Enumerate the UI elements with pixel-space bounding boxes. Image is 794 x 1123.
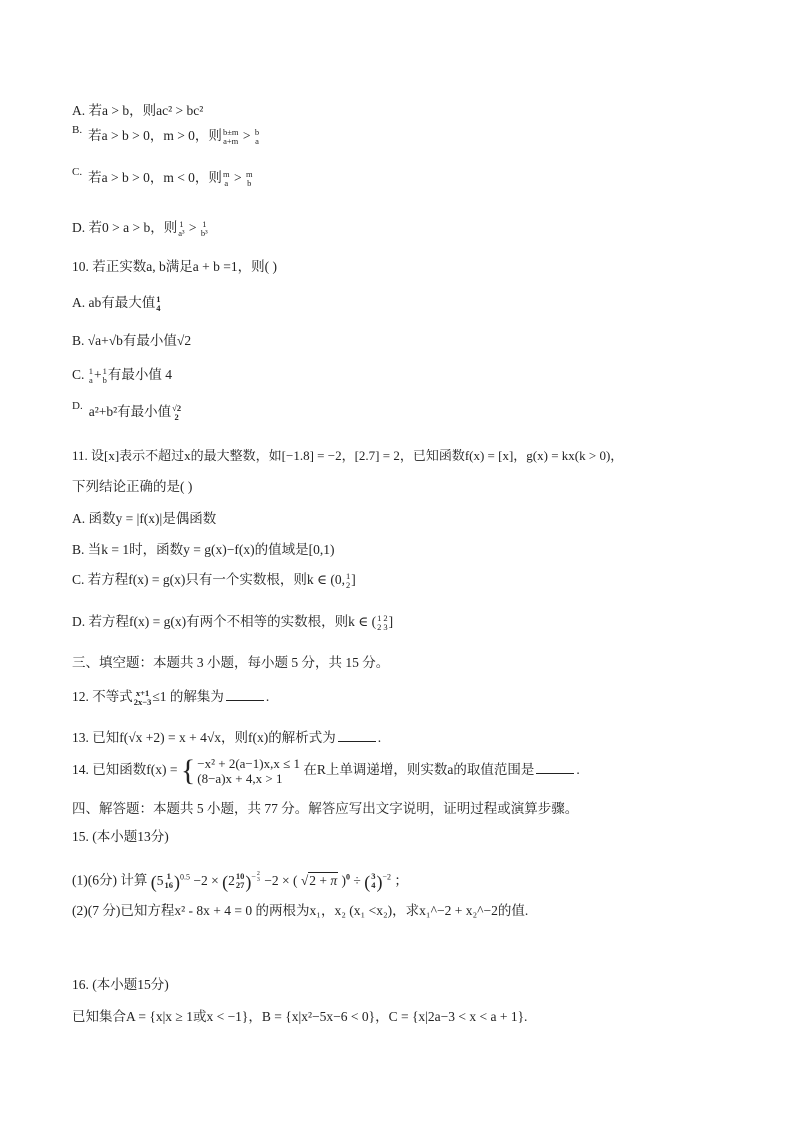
frac-den: a	[255, 136, 259, 146]
q12	[72, 689, 269, 707]
frac-num: 1	[156, 294, 161, 304]
q10-option-c-frac1: 1 a	[88, 366, 94, 385]
answer-blank	[536, 763, 574, 774]
q9-option-d-fraction	[178, 220, 184, 238]
q10-option-d	[72, 400, 182, 422]
q9-option-c-text: 若a > b > 0，m < 0，则	[88, 170, 222, 186]
q10-option-c-label: C.	[72, 367, 85, 383]
answer-blank	[226, 690, 264, 701]
q9-option-a: A. 若a > b，则ac² > bc²	[72, 103, 204, 118]
q11-option-b: B. 当k = 1时，函数y = g(x)−f(x)的值域是[0,1)	[72, 542, 335, 557]
frac-den: b	[247, 178, 252, 188]
frac-num: b	[254, 127, 260, 137]
q9-option-b-fraction	[223, 128, 239, 146]
frac-den: a	[224, 178, 229, 188]
q11-stem: 11. 设[x]表示不超过x的最大整数，如[−1.8] = −2，[2.7] = 2，已知函数f(x) = [x]，g(x) = kx(k > 0)，	[72, 448, 624, 463]
frac-den: 2	[174, 412, 179, 422]
frac-num: m	[222, 169, 230, 179]
q15-part-2: (2)(7 分)已知方程x² - 8x + 4 = 0 的两根为x₁，x₂ (x₁ <x₂)，求x₁^−2 + x₂^−2的值.	[72, 903, 529, 918]
q9-option-c: $^{C.}$ 若a > b > 0，m < 0，则 m a > m b	[72, 166, 253, 188]
q16-title: 16. (本小题15分)	[72, 977, 169, 992]
q11-option-d	[72, 614, 393, 632]
piecewise-brace: {	[180, 753, 196, 787]
q14-case-2: (8−a)x + 4,x > 1	[197, 770, 283, 786]
frac-den: 2	[345, 580, 351, 590]
q15-part-1	[72, 862, 408, 896]
frac-den: a+m	[223, 136, 239, 146]
q12-prefix: 12. 不等式	[72, 689, 133, 705]
frac-den: 2	[377, 622, 382, 632]
q13	[72, 730, 381, 746]
q11-option-d-frac1	[377, 614, 381, 632]
frac-num: √2	[172, 403, 182, 413]
q12-suffix: ≤1 的解集为	[152, 689, 224, 705]
q12-end: .	[265, 689, 270, 705]
q15-part-1-expression: (5 1 16 )$^{0.5}$ −2 × (2 10 27 )$^{- 2 3}$ −2 × ( √2 + π )$^0$ ÷ ( 3 4 )$^{-2}$ ；	[150, 871, 408, 892]
q9-option-c-fraction	[223, 170, 230, 188]
q10-option-c: C. 1 a + 1 b 有最小值 4	[72, 366, 173, 385]
q15-title: 15. (本小题13分)	[72, 829, 169, 844]
q10-option-d-label: D.	[72, 400, 83, 413]
q11-option-c-text: C. 若方程f(x) = g(x)只有一个实数根，则k ∈ (0,	[72, 572, 345, 588]
q14-piecewise	[197, 756, 300, 786]
frac-num: m	[245, 169, 253, 179]
q9-option-b: $^{B.}$ 若a > b > 0，m > 0，则 b±m a+m > b a	[72, 124, 260, 146]
q9-option-c-label: C.	[72, 166, 83, 179]
q11-option-c	[72, 572, 356, 590]
q9-option-b-rhs	[255, 128, 259, 146]
q9-option-d: D. 若0 > a > b，则 1 a³ > 1 b³	[72, 219, 208, 238]
q10-option-c-text: 有最小值 4	[107, 367, 173, 383]
frac-den: 4	[156, 303, 161, 313]
q10-stem: 10. 若正实数a, b满足a + b =1，则( )	[72, 259, 277, 274]
q14-suffix: 在R上单调递增，则实数a的取值范围是	[303, 762, 535, 777]
q11-option-c-fraction	[346, 572, 350, 590]
q10-option-b: B. √a+√b有最小值√2	[72, 333, 192, 348]
frac-num: x+1	[135, 688, 150, 698]
frac-num: 1	[179, 219, 184, 229]
q10-option-a-text: A. ab有最大值	[72, 295, 156, 311]
frac-num: b±m	[222, 127, 239, 137]
q11-stem-2: 下列结论正确的是( )	[72, 479, 193, 494]
q11-option-d-frac2	[383, 614, 387, 632]
section-3-heading: 三、填空题：本题共 3 小题，每小题 5 分，共 15 分。	[72, 655, 390, 670]
q13-end: .	[377, 730, 382, 745]
q9-option-d-rhs	[201, 220, 208, 238]
q14-prefix: 14. 已知函数f(x) =	[72, 762, 178, 777]
q11-option-a: A. 函数y = |f(x)|是偶函数	[72, 511, 217, 526]
answer-blank	[338, 731, 376, 742]
frac-num: 2	[383, 613, 388, 623]
q11-option-d-end: ]	[388, 614, 394, 630]
q13-text: 13. 已知f(√x +2) = x + 4√x，则f(x)的解析式为	[72, 730, 336, 745]
frac-den: 3	[383, 622, 388, 632]
q9-option-c-rhs	[246, 170, 253, 188]
q10-option-a	[72, 295, 162, 313]
q14-end: .	[576, 762, 580, 777]
q9-option-d-text: D. 若0 > a > b，则	[72, 220, 178, 236]
frac-num: 1	[345, 571, 351, 581]
q14-case-1: −x² + 2(a−1)x,x ≤ 1	[197, 755, 300, 771]
q10-option-a-fraction	[156, 295, 160, 313]
frac-num: 1	[202, 219, 207, 229]
frac-den: b³	[200, 228, 208, 238]
q11-option-c-end: ]	[351, 572, 356, 588]
q10-option-c-frac2: 1 b	[102, 366, 107, 385]
q10-option-d-fraction	[172, 404, 181, 422]
q11-option-d-text: D. 若方程f(x) = g(x)有两个不相等的实数根，则k ∈ (	[72, 614, 377, 630]
q10-option-d-text: a²+b²有最小值	[88, 404, 172, 420]
frac-num: 1	[377, 613, 382, 623]
q12-fraction	[134, 689, 152, 707]
q9-option-b-text: 若a > b > 0，m > 0，则	[88, 128, 222, 144]
q16-text: 已知集合A = {x|x ≥ 1或x < −1}，B = {x|x²−5x−6 < 0}，C = {x|2a−3 < x < a + 1}.	[72, 1009, 528, 1024]
section-4-heading: 四、解答题：本题共 5 小题，共 77 分。解答应写出文字说明，证明过程或演算步骤。	[72, 801, 579, 816]
frac-den: a³	[178, 228, 185, 238]
q9-option-b-label: B.	[72, 124, 83, 137]
q15-part-1-prefix: (1)(6分) 计算	[72, 872, 148, 888]
frac-den: 2x−3	[133, 697, 152, 707]
q14	[72, 754, 580, 786]
